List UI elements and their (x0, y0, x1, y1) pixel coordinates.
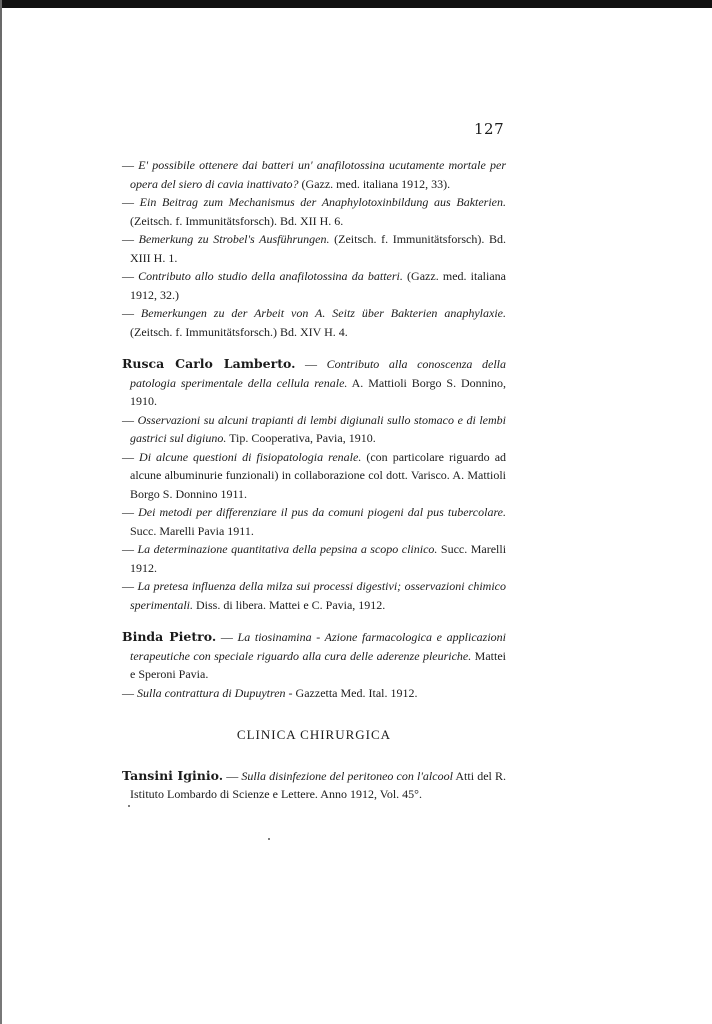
entry-title: E' possibile ottenere dai batteri un' anafilotossina ucutamente mortale per opera del siero di cavia inattivato? (130, 158, 506, 191)
entry-title: Osservazioni su alcuni trapianti di lembi digiunali sullo stomaco e di lembi gastrici sul digiuno. (130, 412, 506, 445)
entry-dash: — (122, 542, 134, 556)
entry-dash: — (122, 306, 134, 320)
scan-top-edge (0, 0, 712, 8)
entry-source: Atti del R. Istituto Lombardo di Scienze e Lettere. Anno 1912, Vol. 45°. (130, 768, 506, 801)
entry-dash: — (122, 195, 134, 209)
scan-speck (268, 838, 270, 840)
entry-source: Diss. di libera. Mattei e C. Pavia, 1912. (196, 597, 386, 612)
bib-entry (122, 540, 506, 577)
entry-source: Tip. Cooperativa, Pavia, 1910. (229, 431, 376, 445)
author-block-binda (122, 628, 506, 702)
author-block-rusca (122, 355, 506, 614)
entry-dash: — (122, 579, 134, 593)
entry-source: (Gazz. med. italiana 1912, 33). (301, 176, 451, 191)
entry-title: Sulla disinfezione del peritoneo con l'alcool (241, 768, 453, 783)
entry-title: Bemerkung zu Strobel's Ausführungen. (138, 232, 330, 246)
entry-title: La determinazione quantitativa della pepsina a scopo clinico. (137, 542, 438, 556)
entry-title: La pretesa influenza della milza sui processi digestivi; osservazioni chimico sperimentali. (130, 579, 507, 612)
author-name: Rusca Carlo Lamberto. (122, 356, 296, 371)
bib-entry (122, 267, 506, 304)
entry-dash: — (122, 685, 134, 700)
entry-source: (con particolare riguardo ad alcune albuminurie funzionali) in collaborazione col dott. Varisco. A. Mattioli Borgo S. Donnino 1911. (130, 449, 507, 501)
entry-title: Sulla contrattura di Dupuytren (137, 685, 286, 700)
entry-title: Contributo allo studio della anafilotossina da batteri. (138, 269, 403, 283)
entry-title: Ein Beitrag zum Mechanismus der Anaphylotoxinbildung aus Bakterien. (139, 195, 507, 209)
entry-dash: — (122, 158, 134, 172)
bib-entry (122, 628, 506, 684)
entry-source: (Zeitsch. f. Immunitätsforsch). Bd. XII H. 6. (130, 213, 344, 228)
section-heading: CLINICA CHIRURGICA (236, 727, 392, 742)
entry-source: Mattei e Speroni Pavia. (130, 648, 506, 681)
scan-left-edge (0, 0, 2, 1024)
entry-source: (Zeitsch. f. Immunitätsforsch.) Bd. XIV H. 4. (130, 324, 348, 339)
entry-title: La tiosinamina - Azione farmacologica e applicazioni terapeutiche con speciale riguardo alla cura delle aderenze pleuriche. (130, 630, 507, 663)
author-name: Tansini Iginio. (122, 767, 224, 783)
bib-entry (122, 411, 506, 448)
bib-entry (122, 577, 506, 614)
bibliography-page (122, 156, 506, 804)
entry-title: Dei metodi per differenziare il pus da comuni piogeni dal pus tubercolare. (138, 505, 506, 519)
entry-title: Bemerkungen zu der Arbeit von A. Seitz über Bakterien anaphylaxie. (140, 306, 506, 320)
entry-dash: — (122, 412, 134, 427)
bib-entry (122, 156, 506, 193)
entry-dash: — (122, 449, 134, 464)
entry-title: Di alcune questioni di fisiopatologia renale. (139, 449, 362, 464)
entry-source: - Gazzetta Med. Ital. 1912. (288, 685, 418, 700)
page-number: 127 (474, 120, 505, 138)
bib-entry (122, 355, 506, 411)
entry-source: A. Mattioli Borgo S. Donnino, 1910. (130, 375, 506, 408)
bib-entry (122, 503, 506, 540)
entry-source: (Gazz. med. italiana 1912, 32.) (130, 269, 506, 302)
bib-entry (122, 230, 506, 267)
bib-entry (122, 767, 506, 804)
bib-entry (122, 193, 506, 230)
entry-source: Succ. Marelli 1912. (130, 542, 507, 575)
entry-dash: — (122, 232, 134, 246)
entry-source: (Zeitsch. f. Immunitätsforsch). Bd. XIII H. 1. (130, 232, 507, 265)
author-name: Binda Pietro. (122, 629, 217, 644)
scan-speck (128, 805, 130, 807)
bib-entry (122, 304, 506, 341)
continued-author-entries (122, 156, 506, 341)
entry-source: Succ. Marelli Pavia 1911. (130, 523, 254, 538)
entry-dash: — (305, 357, 318, 371)
entry-dash: — (220, 630, 233, 644)
entry-title: Contributo alla conoscenza della patologia sperimentale della cellula renale. (130, 357, 506, 390)
entry-dash: — (122, 505, 134, 519)
bib-entry (122, 684, 506, 703)
author-block-tansini (122, 767, 506, 804)
entry-dash: — (226, 768, 239, 783)
bib-entry (122, 448, 506, 504)
entry-dash: — (122, 269, 134, 283)
